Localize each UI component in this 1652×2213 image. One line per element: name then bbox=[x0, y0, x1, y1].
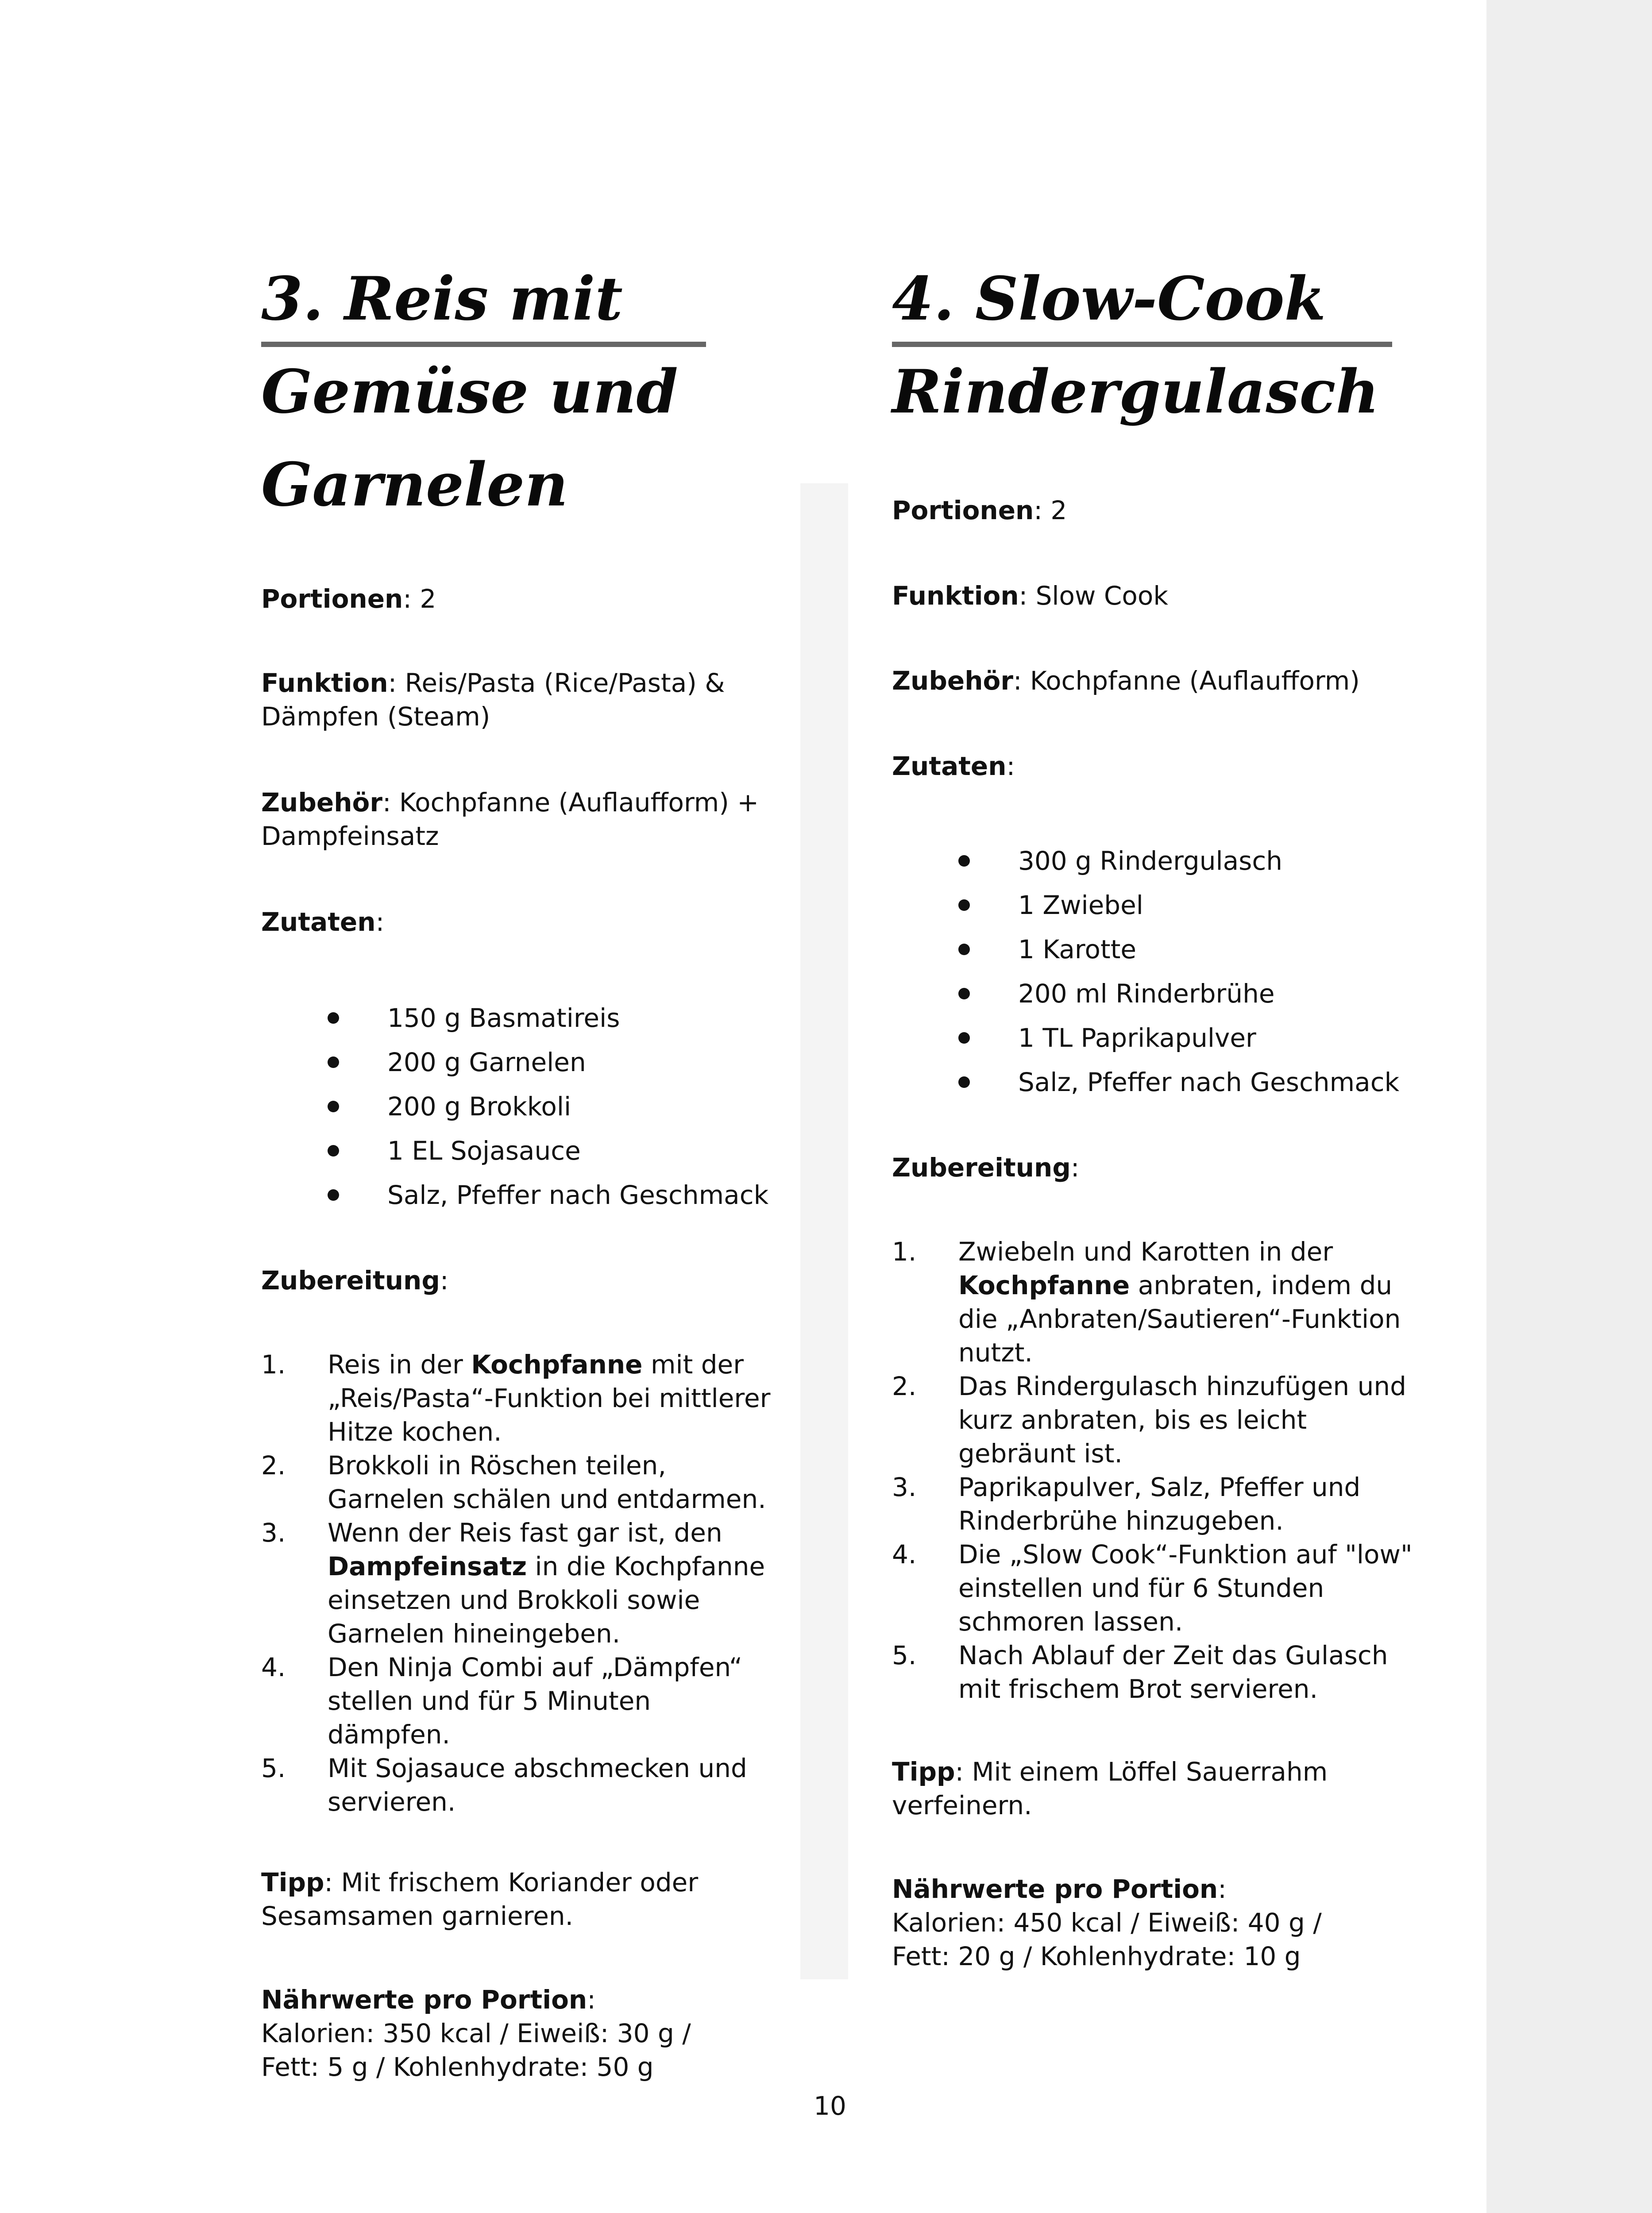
step-item: 2. Das Rindergulasch hinzufügen und kurz anbraten, bis es leicht gebräunt ist. bbox=[892, 1371, 1406, 1469]
zubehoer-label: Zubehör bbox=[892, 666, 1013, 696]
zubehoer-value: : Kochpfanne (Auflaufform) bbox=[1013, 666, 1360, 696]
zubehoer-value: : Kochpfanne (Auflaufform) + bbox=[382, 787, 759, 817]
tipp-value: : Mit frischem Koriander oder bbox=[324, 1867, 699, 1897]
zubereitung-steps bbox=[261, 1348, 779, 1819]
bullet-icon bbox=[328, 1056, 339, 1068]
naehrwerte-label: Nährwerte pro Portion bbox=[261, 1985, 587, 2015]
bullet-icon bbox=[328, 1012, 339, 1024]
tipp-field bbox=[261, 1866, 698, 1933]
recipe-title-line-1: 3. Reis mit bbox=[261, 263, 623, 334]
zubehoer-value-line-2: Dampfeinsatz bbox=[261, 821, 439, 851]
tipp-value-line-2: Sesamsamen garnieren. bbox=[261, 1901, 574, 1931]
naehrwerte-label: Nährwerte pro Portion bbox=[892, 1874, 1218, 1904]
title-underline bbox=[261, 342, 706, 347]
tipp-value: : Mit einem Löffel Sauerrahm bbox=[955, 1757, 1328, 1787]
step-item: 3. Wenn der Reis fast gar ist, den Dampfeinsatz in die Kochpfanne einsetzen und Brokkoli sowie Garnelen hineingeben. bbox=[261, 1518, 765, 1649]
zubehoer-field bbox=[892, 664, 1360, 698]
funktion-field bbox=[261, 666, 725, 733]
naehrwerte-field: Nährwerte pro Portion: Kalorien: 450 kcal / Eiweiß: 40 g / Fett: 20 g / Kohlenhydrate: 10 g bbox=[892, 1874, 1322, 1971]
zubereitung-heading: Zubereitung: bbox=[892, 1153, 1080, 1183]
side-margin-strip bbox=[1486, 0, 1652, 2213]
bullet-icon bbox=[328, 1101, 339, 1112]
step-item: 1. Reis in der Kochpfanne mit der „Reis/Pasta“-Funktion bei mittlerer Hitze kochen. bbox=[261, 1349, 771, 1447]
step-item: 4. Den Ninja Combi auf „Dämpfen“ stellen und für 5 Minuten dämpfen. bbox=[261, 1652, 743, 1750]
naehrwerte-line-1: Kalorien: 350 kcal / Eiweiß: 30 g / bbox=[261, 2018, 691, 2048]
portionen-field bbox=[261, 582, 436, 616]
zubereitung-label: Zubereitung bbox=[261, 1265, 440, 1295]
page-number: 10 bbox=[814, 2091, 846, 2121]
tipp-field bbox=[892, 1755, 1328, 1822]
step-item: 2. Brokkoli in Röschen teilen, Garnelen schälen und entdarmen. bbox=[261, 1450, 766, 1514]
naehrwerte-field: Nährwerte pro Portion: Kalorien: 350 kcal / Eiweiß: 30 g / Fett: 5 g / Kohlenhydrate: 50 g bbox=[261, 1985, 691, 2082]
zubereitung-heading: Zubereitung: bbox=[261, 1265, 449, 1295]
bullet-icon bbox=[958, 944, 970, 955]
funktion-label: Funktion bbox=[261, 668, 388, 698]
funktion-value: : Reis/Pasta (Rice/Pasta) & bbox=[388, 668, 725, 698]
zubehoer-label: Zubehör bbox=[261, 787, 382, 817]
naehrwerte-line-1: Kalorien: 450 kcal / Eiweiß: 40 g / bbox=[892, 1908, 1322, 1938]
zubehoer-field bbox=[261, 786, 759, 853]
step-item: 4. Die „Slow Cook“-Funktion auf "low" einstellen und für 6 Stunden schmoren lassen. bbox=[892, 1539, 1413, 1637]
funktion-label: Funktion bbox=[892, 581, 1019, 611]
step-item: 5. Mit Sojasauce abschmecken und servieren. bbox=[261, 1753, 747, 1817]
recipe-title-line-1: 4. Slow-Cook bbox=[892, 263, 1326, 334]
tipp-value-line-2: verfeinern. bbox=[892, 1790, 1032, 1820]
portionen-label: Portionen bbox=[892, 495, 1034, 525]
recipe-title-line-2: Rindergulasch bbox=[892, 356, 1379, 427]
recipe-title-line-3: Garnelen bbox=[261, 449, 568, 520]
zubereitung-label: Zubereitung bbox=[892, 1153, 1071, 1183]
bullet-icon bbox=[958, 1076, 970, 1088]
bullet-icon bbox=[958, 988, 970, 999]
funktion-value: : Slow Cook bbox=[1019, 581, 1168, 611]
funktion-value-line-2: Dämpfen (Steam) bbox=[261, 702, 490, 732]
zutaten-label: Zutaten bbox=[261, 907, 376, 937]
zubereitung-steps bbox=[892, 1235, 1419, 1706]
step-item: 1. Zwiebeln und Karotten in der Kochpfanne anbraten, indem du die „Anbraten/Sautieren“-Funktion nutzt. bbox=[892, 1237, 1401, 1368]
funktion-field bbox=[892, 579, 1168, 613]
step-item: 3. Paprikapulver, Salz, Pfeffer und Rinderbrühe hinzugeben. bbox=[892, 1472, 1361, 1536]
title-underline bbox=[892, 342, 1392, 347]
bullet-icon bbox=[958, 855, 970, 867]
recipe-title-line-2: Gemüse und bbox=[261, 356, 678, 427]
bullet-icon bbox=[958, 1032, 970, 1044]
bullet-icon bbox=[958, 899, 970, 911]
portionen-value: : 2 bbox=[1034, 495, 1067, 525]
step-item: 5. Nach Ablauf der Zeit das Gulasch mit frischem Brot servieren. bbox=[892, 1640, 1388, 1704]
naehrwerte-line-2: Fett: 5 g / Kohlenhydrate: 50 g bbox=[261, 2052, 654, 2082]
zutaten-heading: Zutaten: bbox=[892, 751, 1015, 781]
zutaten-label: Zutaten bbox=[892, 751, 1007, 781]
bullet-icon bbox=[328, 1145, 339, 1157]
portionen-value: : 2 bbox=[403, 584, 436, 614]
zutaten-heading: Zutaten: bbox=[261, 907, 385, 937]
portionen-label: Portionen bbox=[261, 584, 403, 614]
tipp-label: Tipp bbox=[892, 1757, 955, 1787]
naehrwerte-line-2: Fett: 20 g / Kohlenhydrate: 10 g bbox=[892, 1941, 1301, 1971]
column-gutter-strip bbox=[800, 483, 848, 1979]
tipp-label: Tipp bbox=[261, 1867, 324, 1897]
bullet-icon bbox=[328, 1189, 339, 1201]
portionen-field bbox=[892, 493, 1067, 527]
